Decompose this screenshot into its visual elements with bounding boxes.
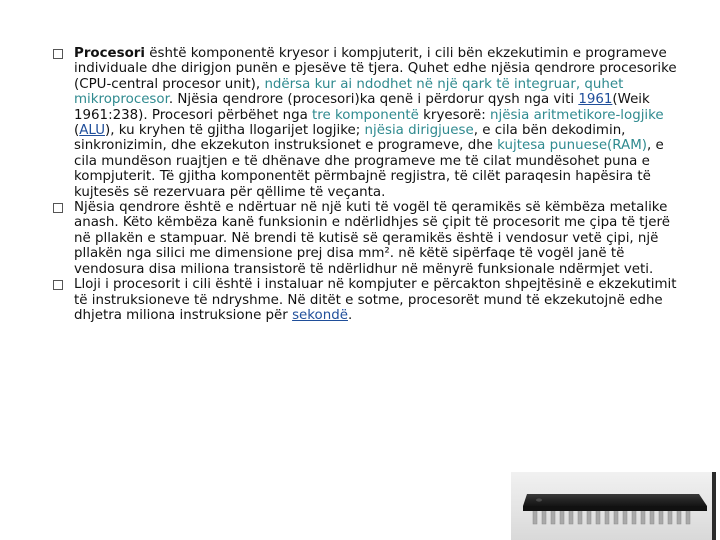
- bullet-processor-speed: [50, 277, 680, 323]
- text-segment: (: [74, 123, 80, 139]
- text-segment: . Njësia qendrore (procesori)ka qenë i përdorur qysh nga viti: [168, 92, 579, 108]
- bullet-square-icon: [53, 49, 63, 59]
- teal-link-tre-komponente[interactable]: tre komponentë: [312, 107, 419, 123]
- microprocessor-chip-image: [511, 472, 716, 540]
- bullet-ceramic-package: [50, 200, 680, 277]
- text-segment: .: [347, 307, 353, 323]
- text-segment: (Weik 1961:238). Procesori përbëhet nga: [74, 92, 650, 123]
- term-procesori: Procesori: [74, 46, 146, 61]
- text-segment: , e cila bën dekodimin, sinkronizimin, dhe ekzekuton instruksionet e programeve, dhe: [74, 123, 626, 154]
- teal-link-mikroprocesor[interactable]: ndërsa kur ai ndodhet në një qark të integruar, quhet mikroprocesor: [74, 76, 624, 108]
- text-segment: kryesorë:: [418, 107, 490, 123]
- chip-image-edge: [712, 472, 716, 540]
- text-segment: Lloji i procesorit i cili është i instaluar në kompjuter e përcakton shpejtësinë e ekzekutimit të instruksioneve të ndryshme. Në ditët e sotme, procesorët mund të ekzekutojnë edhe dhjetra miliona instruksione për: [74, 277, 677, 323]
- text-segment: , e cila mundëson ruajtjen e të dhënave dhe programeve me të cilat mundësohet puna e kompjuterit. Të gjitha komponentët përmbajnë regjistra, të cilët paraqesin hapësira të kujtesës së rezervuara për qëllime të veçanta.: [74, 138, 664, 200]
- bullet-square-icon: [53, 203, 63, 213]
- bullet-processor: [50, 46, 680, 200]
- link-alu[interactable]: ALU: [79, 123, 105, 139]
- teal-link-kujtesa-punuese[interactable]: kujtesa punuese(RAM): [497, 138, 647, 154]
- link-1961[interactable]: 1961: [578, 92, 613, 108]
- text-segment: Njësia qendrore është e ndërtuar në një kuti të vogël të qeramikës së këmbëza metalike anash. Këto këmbëza kanë funksionin e ndërlidhjes së çipit të procesorit me çipa të tjerë në pllakën e stampuar. Në brendi të kutisë së qeramikës është i vendosur vetë çipi, një pllakën nga silici me dimensione prej disa mm². në këtë sipërfaqe të vogël janë të vendosura disa miliona transistorë të ndërlidhur në mënyrë funksionale ndërmjet veti.: [74, 200, 670, 277]
- slide-body: [50, 46, 680, 323]
- text-segment: ), ku kryhen të gjitha llogarijet logjike;: [105, 123, 365, 139]
- chip-icon: [511, 472, 716, 540]
- teal-link-njesia-dirigjuese[interactable]: njësia dirigjuese: [364, 123, 474, 139]
- text-segment: është komponentë kryesor i kompjuterit, i cili bën ekzekutimin e programeve individuale dhe dirigjon punën e pjesëve të tjera. Quhet edhe njësia qendrore procesorike (CPU-central procesor unit),: [74, 46, 677, 92]
- bullet-square-icon: [53, 280, 63, 290]
- teal-link-alu[interactable]: njësia aritmetikore-logjike: [490, 107, 664, 123]
- link-sekonde[interactable]: sekondë: [292, 307, 348, 323]
